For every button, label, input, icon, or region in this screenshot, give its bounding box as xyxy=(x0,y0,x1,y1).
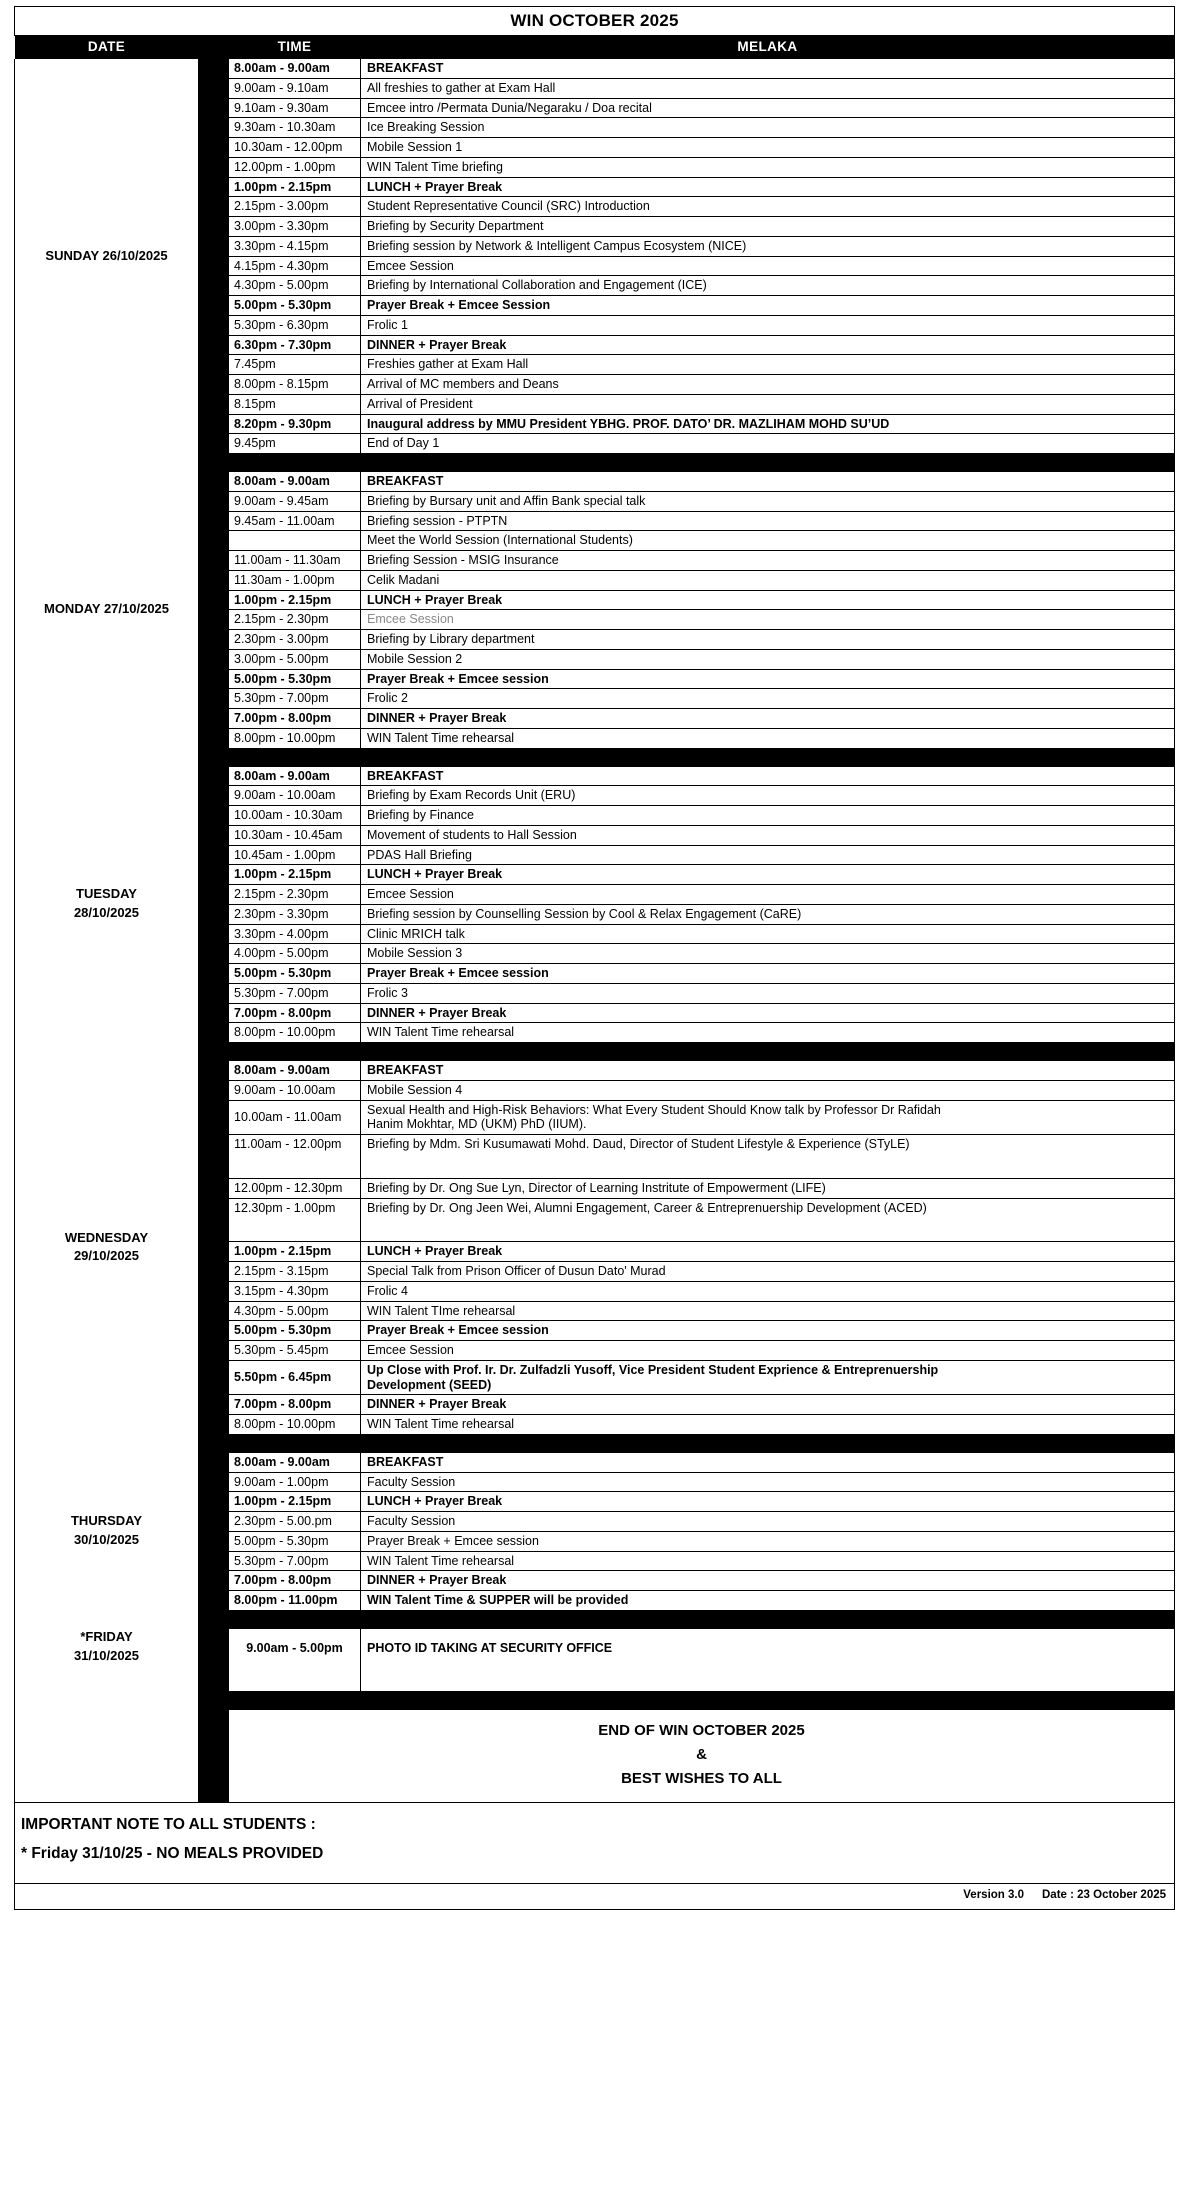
row-activity: Briefing Session - MSIG Insurance xyxy=(361,551,1175,571)
row-activity: BREAKFAST xyxy=(361,766,1175,786)
column-header-row xyxy=(15,36,1175,59)
row-activity: BREAKFAST xyxy=(361,59,1175,79)
row-activity: PDAS Hall Briefing xyxy=(361,845,1175,865)
day-date-cell xyxy=(15,1061,199,1435)
row-time: 12.00pm - 1.00pm xyxy=(229,157,361,177)
column-divider-strip xyxy=(199,1628,229,1692)
row-activity: Briefing by Finance xyxy=(361,806,1175,826)
row-time: 8.00pm - 8.15pm xyxy=(229,375,361,395)
row-time: 7.00pm - 8.00pm xyxy=(229,1003,361,1023)
row-time: 9.00am - 9.10am xyxy=(229,78,361,98)
row-time: 1.00pm - 2.15pm xyxy=(229,1492,361,1512)
row-time: 7.00pm - 8.00pm xyxy=(229,709,361,729)
schedule-sheet xyxy=(14,6,1174,1910)
row-activity: Emcee Session xyxy=(361,256,1175,276)
row-activity: LUNCH + Prayer Break xyxy=(361,590,1175,610)
row-activity: Special Talk from Prison Officer of Dusun Dato' Murad xyxy=(361,1262,1175,1282)
row-activity: Frolic 1 xyxy=(361,315,1175,335)
row-activity: Mobile Session 2 xyxy=(361,649,1175,669)
row-time: 9.45pm xyxy=(229,434,361,454)
row-activity: WIN Talent Time rehearsal xyxy=(361,1023,1175,1043)
day-date-cell xyxy=(15,1628,199,1692)
row-activity: Emcee Session xyxy=(361,885,1175,905)
row-activity: Frolic 3 xyxy=(361,983,1175,1003)
day-separator-bar xyxy=(199,1692,1175,1710)
day-separator-left xyxy=(15,1692,199,1710)
column-divider-strip xyxy=(199,472,229,749)
row-time: 9.00am - 10.00am xyxy=(229,1080,361,1100)
row-activity: Faculty Session xyxy=(361,1512,1175,1532)
row-activity: Briefing session - PTPTN xyxy=(361,511,1175,531)
day-separator-left xyxy=(15,1043,199,1061)
day-separator-bar xyxy=(199,748,1175,766)
row-time: 11.30am - 1.00pm xyxy=(229,570,361,590)
day-date-cell xyxy=(15,766,199,1043)
row-activity: Celik Madani xyxy=(361,570,1175,590)
row-activity: WIN Talent TIme rehearsal xyxy=(361,1301,1175,1321)
day-date-line2: 28/10/2025 xyxy=(73,905,140,921)
row-activity: Meet the World Session (International Students) xyxy=(361,531,1175,551)
row-time: 4.30pm - 5.00pm xyxy=(229,1301,361,1321)
row-time: 5.00pm - 5.30pm xyxy=(229,296,361,316)
row-activity: End of Day 1 xyxy=(361,434,1175,454)
day-separator-bar xyxy=(199,1043,1175,1061)
day-date-line1: TUESDAY xyxy=(76,886,137,902)
row-activity: All freshies to gather at Exam Hall xyxy=(361,78,1175,98)
row-activity: Prayer Break + Emcee Session xyxy=(361,296,1175,316)
row-time: 9.00am - 9.45am xyxy=(229,491,361,511)
row-time: 2.30pm - 3.00pm xyxy=(229,630,361,650)
row-activity: Faculty Session xyxy=(361,1472,1175,1492)
column-divider-strip xyxy=(199,1061,229,1435)
row-time: 10.45am - 1.00pm xyxy=(229,845,361,865)
row-activity: LUNCH + Prayer Break xyxy=(361,1492,1175,1512)
column-header-melaka: MELAKA xyxy=(361,36,1175,59)
closing-line-2: & xyxy=(696,1746,707,1764)
row-activity: WIN Talent Time & SUPPER will be provided xyxy=(361,1591,1175,1611)
row-activity-line2: Development (SEED) xyxy=(367,1377,492,1392)
closing-message xyxy=(229,1710,1175,1803)
row-time: 11.00am - 11.30am xyxy=(229,551,361,571)
version-label: Version 3.0 xyxy=(963,1889,1024,1901)
row-activity: Briefing by International Collaboration and Engagement (ICE) xyxy=(361,276,1175,296)
column-header-date: DATE xyxy=(15,36,199,59)
row-time: 3.30pm - 4.15pm xyxy=(229,236,361,256)
day-separator-left xyxy=(15,1434,199,1452)
schedule-row xyxy=(15,766,1175,786)
row-activity: Briefing by Security Department xyxy=(361,217,1175,237)
row-time: 8.00am - 9.00am xyxy=(229,472,361,492)
row-activity: LUNCH + Prayer Break xyxy=(361,1242,1175,1262)
row-time: 2.15pm - 2.30pm xyxy=(229,610,361,630)
row-activity: Briefing by Bursary unit and Affin Bank special talk xyxy=(361,491,1175,511)
row-time: 8.00pm - 10.00pm xyxy=(229,728,361,748)
row-time: 8.00pm - 11.00pm xyxy=(229,1591,361,1611)
row-activity: Briefing by Mdm. Sri Kusumawati Mohd. Daud, Director of Student Lifestyle & Experience (STyLE) xyxy=(361,1135,1175,1179)
day-date-line1: SUNDAY 26/10/2025 xyxy=(45,247,168,263)
closing-line-1: END OF WIN OCTOBER 2025 xyxy=(598,1722,805,1740)
row-time: 5.00pm - 5.30pm xyxy=(229,1321,361,1341)
column-header-spacer xyxy=(199,36,229,59)
row-time: 2.15pm - 2.30pm xyxy=(229,885,361,905)
day-separator-left xyxy=(15,748,199,766)
row-time: 5.00pm - 5.30pm xyxy=(229,669,361,689)
row-activity: Briefing session by Counselling Session by Cool & Relax Engagement (CaRE) xyxy=(361,904,1175,924)
day-separator-left xyxy=(15,454,199,472)
day-date-line1: WEDNESDAY xyxy=(64,1229,149,1245)
page-title: WIN OCTOBER 2025 xyxy=(15,7,1175,36)
row-time: 8.00am - 9.00am xyxy=(229,1061,361,1081)
row-time: 9.00am - 5.00pm xyxy=(229,1628,361,1692)
row-activity: WIN Talent Time rehearsal xyxy=(361,1415,1175,1435)
important-note xyxy=(15,1803,1175,1883)
day-date-cell xyxy=(15,59,199,454)
important-note-item-1: * Friday 31/10/25 - NO MEALS PROVIDED xyxy=(21,1845,324,1863)
row-activity: Inaugural address by MMU President YBHG. PROF. DATO’ DR. MAZLIHAM MOHD SU’UD xyxy=(361,414,1175,434)
row-time: 8.00am - 9.00am xyxy=(229,1452,361,1472)
row-time: 8.15pm xyxy=(229,394,361,414)
day-date-cell xyxy=(15,472,199,749)
row-time: 3.30pm - 4.00pm xyxy=(229,924,361,944)
column-divider-strip xyxy=(199,1452,229,1610)
closing-line-3: BEST WISHES TO ALL xyxy=(621,1770,782,1788)
row-activity: Arrival of President xyxy=(361,394,1175,414)
row-activity: DINNER + Prayer Break xyxy=(361,1395,1175,1415)
row-time: 10.00am - 10.30am xyxy=(229,806,361,826)
row-time: 8.20pm - 9.30pm xyxy=(229,414,361,434)
day-separator-bar xyxy=(199,1610,1175,1628)
row-activity: PHOTO ID TAKING AT SECURITY OFFICE xyxy=(361,1628,1175,1692)
schedule-table xyxy=(14,6,1175,1910)
row-activity: Movement of students to Hall Session xyxy=(361,825,1175,845)
important-note-heading: IMPORTANT NOTE TO ALL STUDENTS : xyxy=(21,1816,316,1834)
row-time: 7.00pm - 8.00pm xyxy=(229,1395,361,1415)
row-activity: DINNER + Prayer Break xyxy=(361,1003,1175,1023)
row-time: 4.15pm - 4.30pm xyxy=(229,256,361,276)
schedule-row xyxy=(15,1061,1175,1081)
column-header-time: TIME xyxy=(229,36,361,59)
version-footer xyxy=(15,1883,1175,1909)
row-activity: Sexual Health and High-Risk Behaviors: What Every Student Should Know talk by Professor Dr Rafidah Hanim Mokhtar, MD (UKM) PhD (IIUM). xyxy=(361,1100,1175,1135)
day-separator-band xyxy=(15,1692,1175,1710)
row-time: 5.30pm - 7.00pm xyxy=(229,983,361,1003)
row-time: 12.30pm - 1.00pm xyxy=(229,1198,361,1242)
row-activity: LUNCH + Prayer Break xyxy=(361,865,1175,885)
important-note-row xyxy=(15,1803,1175,1883)
row-activity: DINNER + Prayer Break xyxy=(361,1571,1175,1591)
day-date-line2: 31/10/2025 xyxy=(73,1648,140,1664)
row-time: 5.30pm - 5.45pm xyxy=(229,1341,361,1361)
row-activity: Student Representative Council (SRC) Introduction xyxy=(361,197,1175,217)
row-time: 9.00am - 1.00pm xyxy=(229,1472,361,1492)
row-time: 3.15pm - 4.30pm xyxy=(229,1281,361,1301)
row-activity: Briefing by Exam Records Unit (ERU) xyxy=(361,786,1175,806)
row-activity: WIN Talent Time rehearsal xyxy=(361,728,1175,748)
schedule-row xyxy=(15,1452,1175,1472)
day-separator-left xyxy=(15,1610,199,1628)
row-activity: Arrival of MC members and Deans xyxy=(361,375,1175,395)
row-activity: Mobile Session 1 xyxy=(361,138,1175,158)
column-divider-strip xyxy=(199,59,229,454)
row-activity: Frolic 4 xyxy=(361,1281,1175,1301)
row-time: 5.30pm - 6.30pm xyxy=(229,315,361,335)
row-time: 10.30am - 12.00pm xyxy=(229,138,361,158)
row-time: 7.00pm - 8.00pm xyxy=(229,1571,361,1591)
row-activity: Emcee intro /Permata Dunia/Negaraku / Doa recital xyxy=(361,98,1175,118)
row-time: 1.00pm - 2.15pm xyxy=(229,865,361,885)
row-activity: Frolic 2 xyxy=(361,689,1175,709)
row-time: 4.30pm - 5.00pm xyxy=(229,276,361,296)
row-time: 5.30pm - 7.00pm xyxy=(229,1551,361,1571)
row-activity: WIN Talent Time rehearsal xyxy=(361,1551,1175,1571)
row-time: 5.30pm - 7.00pm xyxy=(229,689,361,709)
row-time: 11.00am - 12.00pm xyxy=(229,1135,361,1179)
row-activity: Prayer Break + Emcee session xyxy=(361,1321,1175,1341)
row-activity: Emcee Session xyxy=(361,610,1175,630)
row-time: 7.45pm xyxy=(229,355,361,375)
row-time: 10.30am - 10.45am xyxy=(229,825,361,845)
row-time: 3.00pm - 5.00pm xyxy=(229,649,361,669)
row-time: 10.00am - 11.00am xyxy=(229,1100,361,1135)
closing-row xyxy=(15,1710,1175,1803)
row-activity: BREAKFAST xyxy=(361,472,1175,492)
row-activity: WIN Talent Time briefing xyxy=(361,157,1175,177)
row-time: 2.15pm - 3.15pm xyxy=(229,1262,361,1282)
row-time: 1.00pm - 2.15pm xyxy=(229,590,361,610)
row-time: 2.15pm - 3.00pm xyxy=(229,197,361,217)
row-time: 9.30am - 10.30am xyxy=(229,118,361,138)
row-activity: Prayer Break + Emcee session xyxy=(361,964,1175,984)
row-activity: DINNER + Prayer Break xyxy=(361,335,1175,355)
day-separator-band xyxy=(15,748,1175,766)
row-activity: Emcee Session xyxy=(361,1341,1175,1361)
row-activity: BREAKFAST xyxy=(361,1061,1175,1081)
row-time: 8.00pm - 10.00pm xyxy=(229,1415,361,1435)
row-time: 3.00pm - 3.30pm xyxy=(229,217,361,237)
day-date-line1: THURSDAY xyxy=(70,1513,143,1529)
day-date-line1: MONDAY 27/10/2025 xyxy=(43,601,170,617)
row-time: 9.10am - 9.30am xyxy=(229,98,361,118)
row-activity: Freshies gather at Exam Hall xyxy=(361,355,1175,375)
schedule-row xyxy=(15,1628,1175,1692)
row-time: 9.45am - 11.00am xyxy=(229,511,361,531)
day-separator-band xyxy=(15,1434,1175,1452)
row-activity-line2: Hanim Mokhtar, MD (UKM) PhD (IIUM). xyxy=(367,1117,587,1132)
day-separator-band xyxy=(15,1043,1175,1061)
schedule-row xyxy=(15,472,1175,492)
row-activity: Ice Breaking Session xyxy=(361,118,1175,138)
row-activity: LUNCH + Prayer Break xyxy=(361,177,1175,197)
row-time: 5.50pm - 6.45pm xyxy=(229,1360,361,1395)
row-activity: Briefing by Library department xyxy=(361,630,1175,650)
row-time: 5.00pm - 5.30pm xyxy=(229,1531,361,1551)
row-activity: Clinic MRICH talk xyxy=(361,924,1175,944)
closing-divider-strip xyxy=(199,1710,229,1803)
row-activity: Mobile Session 4 xyxy=(361,1080,1175,1100)
row-time: 8.00pm - 10.00pm xyxy=(229,1023,361,1043)
row-activity: Up Close with Prof. Ir. Dr. Zulfadzli Yusoff, Vice President Student Exprience & Entreprenuership Development (SEED) xyxy=(361,1360,1175,1395)
row-time: 1.00pm - 2.15pm xyxy=(229,177,361,197)
row-time: 2.30pm - 5.00.pm xyxy=(229,1512,361,1532)
row-time: 12.00pm - 12.30pm xyxy=(229,1178,361,1198)
row-activity: Prayer Break + Emcee session xyxy=(361,669,1175,689)
day-date-line2: 29/10/2025 xyxy=(73,1248,140,1264)
row-time: 8.00am - 9.00am xyxy=(229,59,361,79)
row-time xyxy=(229,531,361,551)
row-time: 6.30pm - 7.30pm xyxy=(229,335,361,355)
row-time: 4.00pm - 5.00pm xyxy=(229,944,361,964)
column-divider-strip xyxy=(199,766,229,1043)
day-date-cell xyxy=(15,1452,199,1610)
day-separator-band xyxy=(15,454,1175,472)
row-activity: Briefing by Dr. Ong Sue Lyn, Director of Learning Instritute of Empowerment (LIFE) xyxy=(361,1178,1175,1198)
row-activity: Briefing session by Network & Intelligent Campus Ecosystem (NICE) xyxy=(361,236,1175,256)
row-time: 8.00am - 9.00am xyxy=(229,766,361,786)
version-date: Date : 23 October 2025 xyxy=(1042,1889,1167,1901)
day-separator-bar xyxy=(199,1434,1175,1452)
schedule-row xyxy=(15,59,1175,79)
closing-left-spacer xyxy=(15,1710,199,1803)
row-time: 5.00pm - 5.30pm xyxy=(229,964,361,984)
row-activity: DINNER + Prayer Break xyxy=(361,709,1175,729)
row-activity: BREAKFAST xyxy=(361,1452,1175,1472)
row-time: 9.00am - 10.00am xyxy=(229,786,361,806)
row-activity: Mobile Session 3 xyxy=(361,944,1175,964)
day-separator-band xyxy=(15,1610,1175,1628)
row-time: 2.30pm - 3.30pm xyxy=(229,904,361,924)
day-date-line2: 30/10/2025 xyxy=(73,1532,140,1548)
row-time: 1.00pm - 2.15pm xyxy=(229,1242,361,1262)
row-activity: Prayer Break + Emcee session xyxy=(361,1531,1175,1551)
day-separator-bar xyxy=(199,454,1175,472)
row-activity: Briefing by Dr. Ong Jeen Wei, Alumni Engagement, Career & Entreprenuership Development (ACED) xyxy=(361,1198,1175,1242)
version-footer-row xyxy=(15,1883,1175,1909)
day-date-line1: *FRIDAY xyxy=(80,1629,133,1645)
